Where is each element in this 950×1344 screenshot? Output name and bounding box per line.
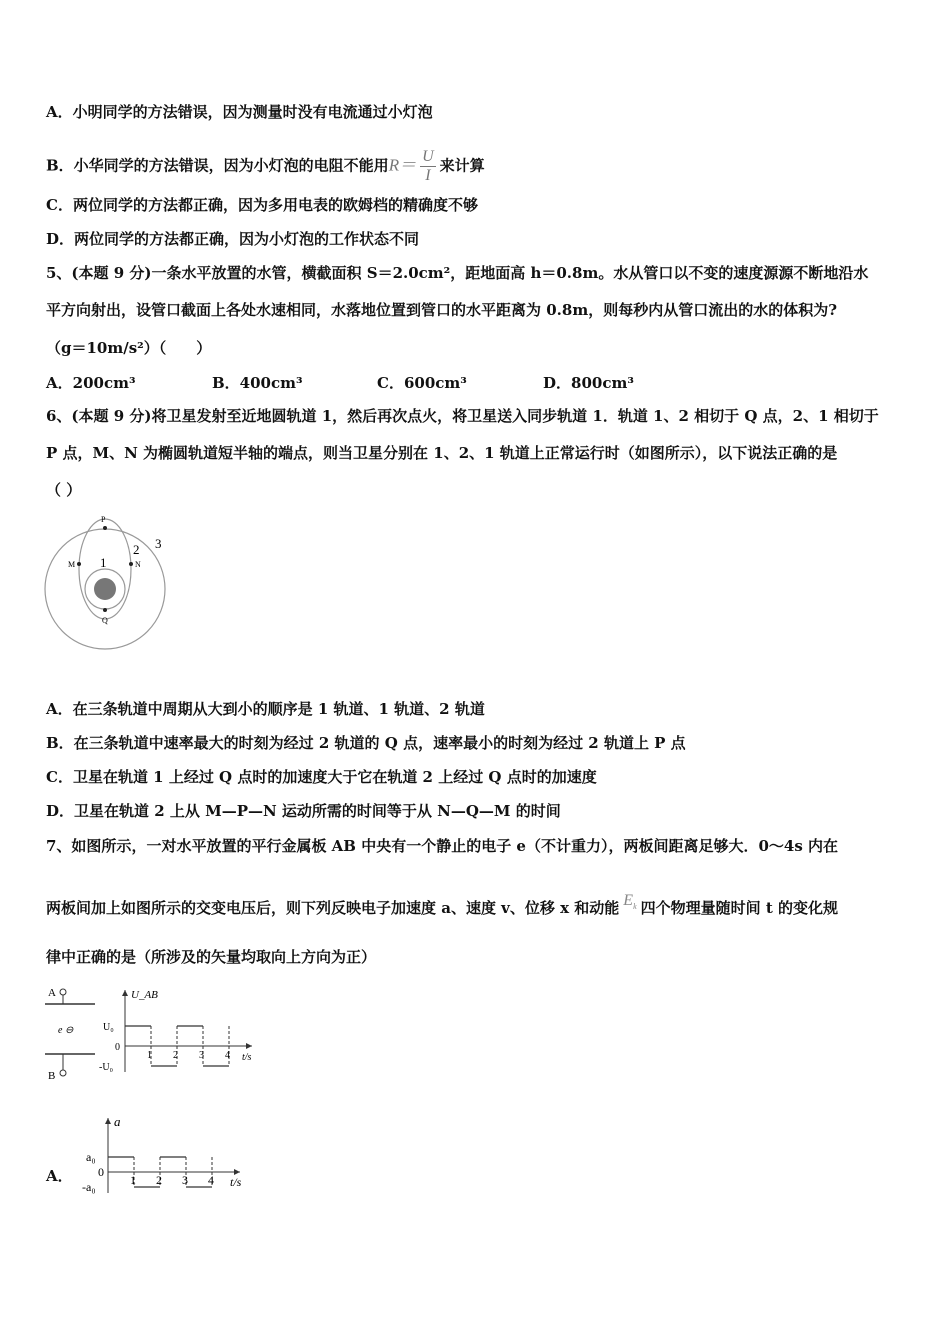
point-m-dot	[77, 562, 81, 566]
acceleration-chart	[82, 1114, 242, 1194]
q4-option-b-text: B．小华同学的方法错误，因为小灯泡的电阻不能用	[46, 156, 389, 175]
label-electron: e ⊖	[58, 1025, 74, 1036]
q7-option-a-label[interactable]: A．	[46, 1167, 73, 1185]
voltage-tick-label: 2	[173, 1050, 178, 1061]
q5-line-3: （g＝10m/s²）（ ）	[46, 339, 212, 357]
q6-option-a[interactable]: A．在三条轨道中周期从大到小的顺序是 1 轨道、1 轨道、2 轨道	[46, 700, 485, 718]
ek-base: E	[623, 892, 634, 909]
q7-line-2-tail: 四个物理量随时间 t 的变化规	[640, 899, 838, 917]
q5-option-b[interactable]: B．400cm³	[212, 374, 303, 392]
orbit-diagram	[40, 512, 180, 652]
q7-line-2-text: 两板间加上如图所示的交变电压后，则下列反映电子加速度 a、速度 v、位移 x 和动能	[46, 899, 620, 917]
label-orbit-2: 2	[133, 542, 140, 557]
q5-option-a[interactable]: A．200cm³	[46, 374, 136, 392]
q6-option-c[interactable]: C．卫星在轨道 1 上经过 Q 点时的加速度大于它在轨道 2 上经过 Q 点时的加速度	[46, 768, 597, 786]
voltage-tick-label: 4	[225, 1050, 230, 1061]
q5-option-d[interactable]: D．800cm³	[543, 374, 634, 392]
q4-option-d[interactable]: D．两位同学的方法都正确，因为小灯泡的工作状态不同	[46, 230, 420, 248]
point-n-dot	[129, 562, 133, 566]
label-plate-b: B	[48, 1070, 56, 1082]
voltage-pos-label: U₀	[103, 1022, 114, 1033]
voltage-neg-label: -U₀	[99, 1062, 114, 1073]
formula-denominator: I	[425, 167, 431, 184]
accel-tick-label: 4	[208, 1173, 214, 1187]
q6-line-2: P 点，M、N 为椭圆轨道短半轴的端点，则当卫星分别在 1、2、1 轨道上正常运行时（如图所示），以下说法正确的是	[46, 444, 838, 462]
point-q-dot	[103, 608, 107, 612]
q4-option-c[interactable]: C．两位同学的方法都正确，因为多用电表的欧姆档的精确度不够	[46, 196, 478, 214]
q6-line-1: 6、(本题 9 分)将卫星发射至近地圆轨道 1，然后再次点火，将卫星送入同步轨道 1．轨道 1、2 相切于 Q 点，2、1 相切于	[46, 407, 879, 425]
accel-y-arrow	[105, 1118, 111, 1124]
formula-lhs: R＝	[388, 155, 417, 175]
ek-subscript: k	[633, 902, 637, 912]
plate-a-terminal	[60, 989, 66, 995]
accel-neg-label: -a₀	[82, 1180, 96, 1194]
label-p: P	[101, 515, 106, 524]
q6-line-3: （ ）	[46, 481, 82, 499]
kinetic-energy-symbol	[623, 892, 637, 912]
q4-option-b[interactable]	[46, 148, 910, 185]
accel-pos-label: a₀	[86, 1150, 96, 1164]
label-q: Q	[102, 616, 108, 625]
q5-option-c[interactable]: C．600cm³	[377, 374, 467, 392]
accel-x-label: t/s	[230, 1175, 242, 1189]
q5-line-2: 平方向射出，设管口截面上各处水速相同，水落地位置到管口的水平距离为 0.8m，则每秒内从管口流出的水的体积为?	[46, 301, 837, 319]
label-orbit-1: 1	[100, 555, 107, 570]
earth	[94, 578, 116, 600]
accel-zero-label: 0	[98, 1165, 104, 1179]
accel-tick-label: 2	[156, 1173, 162, 1187]
voltage-y-label: U_AB	[131, 989, 158, 1001]
q5-line-1: 5、(本题 9 分)一条水平放置的水管，横截面积 S＝2.0cm²，距地面高 h＝0.8m。水从管口以不变的速度源源不断地沿水	[46, 264, 869, 282]
label-plate-a: A	[48, 987, 56, 999]
voltage-x-label: t/s	[242, 1052, 252, 1063]
q4-option-a[interactable]: A．小明同学的方法错误，因为测量时没有电流通过小灯泡	[46, 103, 433, 121]
q4-option-b-tail: 来计算	[439, 156, 485, 175]
formula-numerator: U	[422, 148, 434, 165]
voltage-zero-label: 0	[115, 1042, 120, 1053]
q6-option-d[interactable]: D．卫星在轨道 2 上从 M—P—N 运动所需的时间等于从 N—Q—M 的时间	[46, 802, 561, 820]
voltage-tick-label: 1	[147, 1050, 152, 1061]
label-n: N	[135, 560, 141, 569]
label-m: M	[68, 560, 76, 569]
accel-tick-label: 3	[182, 1173, 188, 1187]
point-p-dot	[103, 526, 107, 530]
q7-line-2	[46, 892, 910, 925]
formula-fraction	[420, 148, 436, 185]
q6-option-b[interactable]: B．在三条轨道中速率最大的时刻为经过 2 轨道的 Q 点，速率最小的时刻为经过 2 轨道上 P 点	[46, 734, 686, 752]
voltage-y-arrow	[122, 990, 128, 996]
plate-b-terminal	[60, 1070, 66, 1076]
voltage-x-arrow	[246, 1043, 252, 1049]
plates-and-voltage-figure	[40, 982, 260, 1087]
voltage-tick-label: 3	[199, 1050, 204, 1061]
accel-tick-label: 1	[130, 1173, 136, 1187]
acceleration-figure	[78, 1114, 248, 1219]
q7-line-1: 7、如图所示，一对水平放置的平行金属板 AB 中央有一个静止的电子 e（不计重力），两板间距离足够大．0～4s 内在	[46, 837, 839, 855]
label-orbit-3: 3	[155, 536, 162, 551]
voltage-chart	[99, 989, 252, 1073]
accel-y-label: a	[114, 1114, 121, 1129]
q7-line-3: 律中正确的是（所涉及的矢量均取向上方向为正）	[46, 948, 377, 966]
